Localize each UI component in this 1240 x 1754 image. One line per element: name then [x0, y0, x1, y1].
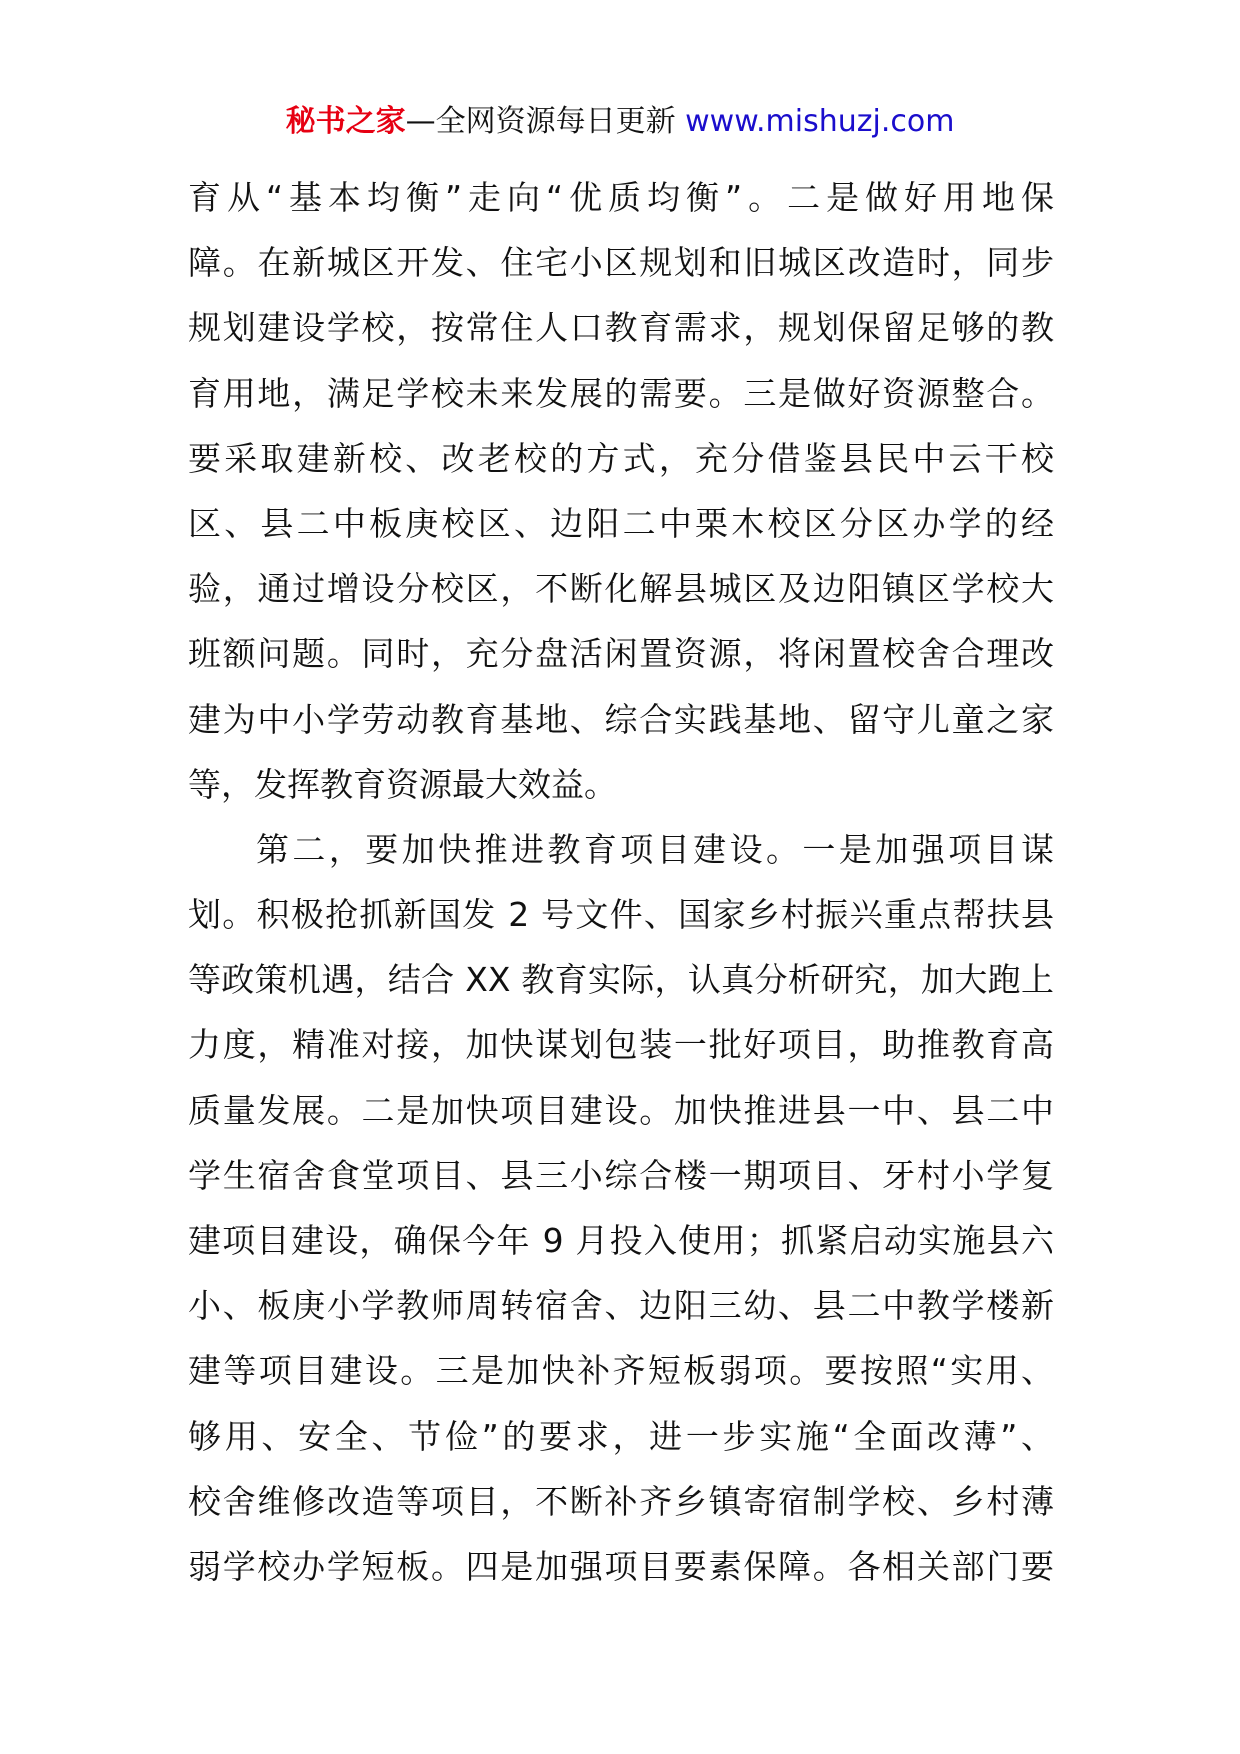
header-brand: 秘书之家	[285, 104, 406, 139]
paragraph-line: 规划建设学校，按常住人口教育需求，规划保留足够的教	[188, 308, 1054, 348]
page-header	[0, 100, 1240, 144]
paragraph-line: 育用地，满足学校未来发展的需要。三是做好资源整合。	[188, 373, 1054, 413]
paragraph-line: 力度，精准对接，加快谋划包装一批好项目，助推教育高	[188, 1025, 1054, 1065]
header-tagline: —全网资源每日更新	[405, 104, 686, 139]
paragraph-line: 校舍维修改造等项目，不断补齐乡镇寄宿制学校、乡村薄	[188, 1481, 1054, 1521]
paragraph-line: 区、县二中板庚校区、边阳二中栗木校区分区办学的经	[188, 503, 1054, 543]
paragraph-line: 学生宿舍食堂项目、县三小综合楼一期项目、牙村小学复	[188, 1155, 1054, 1195]
paragraph	[188, 165, 1054, 817]
paragraph-line: 质量发展。二是加快项目建设。加快推进县一中、县二中	[188, 1090, 1054, 1130]
document-body	[188, 165, 1054, 1599]
paragraph-line: 验，通过增设分校区，不断化解县城区及边阳镇区学校大	[188, 569, 1054, 609]
paragraph-line: 建等项目建设。三是加快补齐短板弱项。要按照“实用、	[188, 1351, 1054, 1391]
paragraph-line: 等，发挥教育资源最大效益。	[188, 764, 617, 804]
paragraph-line: 建为中小学劳动教育基地、综合实践基地、留守儿童之家	[188, 699, 1054, 739]
paragraph-line: 障。在新城区开发、住宅小区规划和旧城区改造时，同步	[188, 243, 1054, 283]
paragraph-line: 小、板庚小学教师周转宿舍、边阳三幼、县二中教学楼新	[188, 1286, 1054, 1326]
paragraph-line: 班额问题。同时，充分盘活闲置资源，将闲置校舍合理改	[188, 634, 1054, 674]
paragraph-line: 够用、安全、节俭”的要求，进一步实施“全面改薄”、	[188, 1416, 1054, 1456]
paragraph-line: 弱学校办学短板。四是加强项目要素保障。各相关部门要	[188, 1546, 1054, 1586]
paragraph-line: 等政策机遇，结合 XX 教育实际，认真分析研究，加大跑上	[188, 960, 1054, 1000]
paragraph-line: 划。积极抢抓新国发 2 号文件、国家乡村振兴重点帮扶县	[188, 895, 1054, 935]
paragraph-line: 要采取建新校、改老校的方式，充分借鉴县民中云干校	[188, 438, 1054, 478]
paragraph-line: 第二，要加快推进教育项目建设。一是加强项目谋	[256, 829, 1054, 869]
paragraph-line: 建项目建设，确保今年 9 月投入使用；抓紧启动实施县六	[188, 1221, 1054, 1260]
paragraph-line: 育从“基本均衡”走向“优质均衡”。二是做好用地保	[188, 178, 1054, 217]
paragraph	[188, 817, 1054, 1599]
header-url-link[interactable]: www.mishuzj.com	[685, 104, 955, 139]
